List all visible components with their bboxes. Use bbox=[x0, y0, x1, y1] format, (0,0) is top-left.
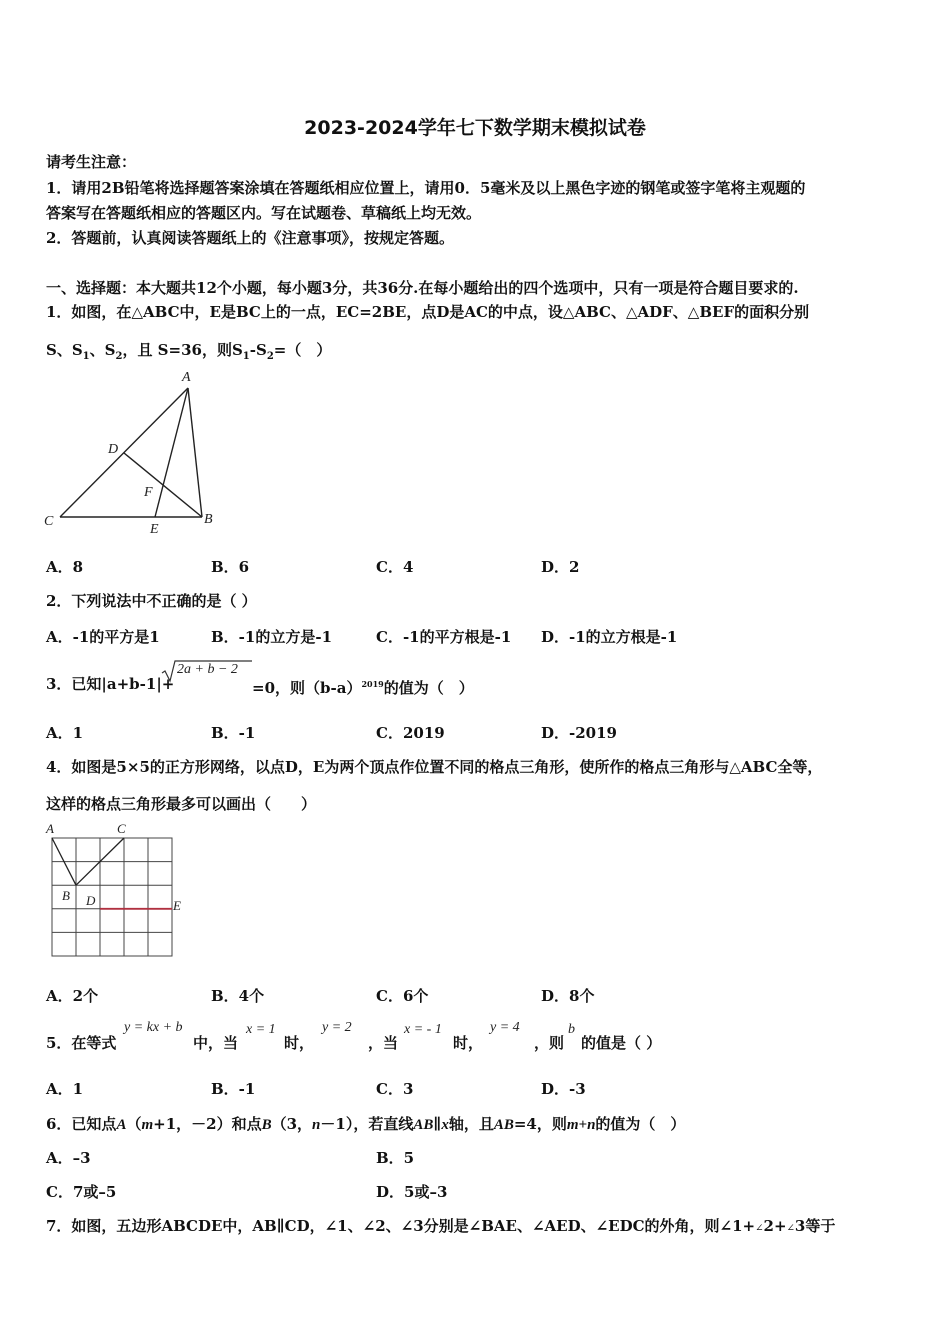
section-1-heading: 一、选择题：本大题共12个小题，每小题3分，共36分.在每小题给出的四个选项中，只有一项是符合题目要求的. bbox=[46, 279, 799, 297]
q5-text-1: 中，当 bbox=[193, 1034, 239, 1052]
label-A: A bbox=[46, 821, 54, 836]
q1-triangle-figure bbox=[40, 365, 230, 540]
q1-stem-line2: S、$S_1$、$S_2$，且 S=36，则$S_1-S_2=$（ ） bbox=[46, 341, 332, 362]
q1-option-b: B．6 bbox=[211, 558, 250, 576]
q2-option-b: B．-1的立方是-1 bbox=[211, 628, 333, 646]
label-D: D bbox=[86, 893, 96, 908]
q6-option-c: C．7或–5 bbox=[46, 1183, 117, 1201]
q2-stem: 2．下列说法中不正确的是（ ） bbox=[46, 592, 257, 610]
q5-text-6: 的值是（ ） bbox=[581, 1034, 662, 1052]
q3-option-c: C．2019 bbox=[376, 724, 445, 742]
q4-option-a: A．2个 bbox=[46, 987, 99, 1005]
label-B: B bbox=[62, 888, 70, 903]
q6-stem: 6．已知点A（m+1，－2）和点B（3，n－1），若直线AB∥x轴，且AB=4，则m+n的值为（ ） bbox=[46, 1115, 686, 1133]
q3-option-d: D．-2019 bbox=[541, 724, 617, 742]
q4-option-d: D．8个 bbox=[541, 987, 595, 1005]
q5-formula-b: b bbox=[568, 1022, 575, 1037]
q5-text-5: ，则 bbox=[534, 1034, 565, 1052]
q5-formula-x-minus-1: x = - 1 bbox=[404, 1022, 442, 1037]
q1-option-c: C．4 bbox=[376, 558, 414, 576]
q4-option-b: B．4个 bbox=[211, 987, 265, 1005]
side-CA bbox=[60, 388, 188, 517]
notice-heading: 请考生注意： bbox=[46, 153, 137, 171]
q4-option-c: C．6个 bbox=[376, 987, 429, 1005]
q3-option-b: B．-1 bbox=[211, 724, 256, 742]
label-D: D bbox=[108, 442, 119, 457]
q4-stem-line1: 4．如图是5×5的正方形网络，以点D，E为两个顶点作位置不同的格点三角形，使所作的格点三角形与△ABC全等， bbox=[46, 758, 823, 776]
q3-radicand: 2a + b − 2 bbox=[177, 662, 238, 677]
label-B: B bbox=[204, 512, 213, 527]
label-F: F bbox=[144, 485, 153, 500]
q5-option-c: C．3 bbox=[376, 1080, 414, 1098]
q1-stem-line1: 1．如图，在△ABC中，E是BC上的一点，EC=2BE，点D是AC的中点，设△ABC、△ADF、△BEF的面积分别 bbox=[46, 303, 810, 321]
q1-option-a: A．8 bbox=[46, 558, 84, 576]
label-C: C bbox=[117, 821, 126, 836]
page-title: 2023-2024学年七下数学期末模拟试卷 bbox=[304, 117, 646, 139]
q3-option-a: A．1 bbox=[46, 724, 84, 742]
notice-line-1b: 答案写在答题纸相应的答题区内。写在试题卷、草稿纸上均无效。 bbox=[46, 204, 482, 222]
q3-stem-prefix: 3．已知|a+b-1|+ bbox=[46, 675, 175, 693]
q3-stem-rest: =0，则$(b-a)^{2019}$的值为（ ） bbox=[252, 679, 474, 697]
q1-option-d: D．2 bbox=[541, 558, 580, 576]
q5-formula-x-1: x = 1 bbox=[246, 1022, 276, 1037]
q5-option-d: D．-3 bbox=[541, 1080, 586, 1098]
q4-grid-figure bbox=[40, 820, 200, 965]
q5-text-4: 时， bbox=[453, 1034, 484, 1052]
q5-formula-y-4: y = 4 bbox=[490, 1020, 520, 1035]
q2-option-a: A．-1的平方是1 bbox=[46, 628, 160, 646]
q5-formula-y-kx-b: y = kx + b bbox=[124, 1020, 183, 1035]
q6-option-d: D．5或–3 bbox=[376, 1183, 448, 1201]
q6-option-b: B．5 bbox=[376, 1149, 415, 1167]
side-AB bbox=[188, 388, 202, 517]
q4-stem-line2: 这样的格点三角形最多可以画出（ ） bbox=[46, 795, 317, 813]
q5-text-2: 时， bbox=[284, 1034, 315, 1052]
q7-stem: 7．如图，五边形ABCDE中，AB∥CD，∠1、∠2、∠3分别是∠BAE、∠AED、∠EDC的外角，则∠1+∠2+∠3等于 bbox=[46, 1217, 836, 1235]
label-A: A bbox=[182, 370, 191, 385]
q5-option-b: B．-1 bbox=[211, 1080, 256, 1098]
q5-formula-y-2: y = 2 bbox=[322, 1020, 352, 1035]
notice-line-1a: 1．请用2B铅笔将选择题答案涂填在答题纸相应位置上，请用0．5毫米及以上黑色字迹的钢笔或签字笔将主观题的 bbox=[46, 179, 806, 197]
notice-line-2: 2．答题前，认真阅读答题纸上的《注意事项》，按规定答题。 bbox=[46, 229, 454, 247]
q5-text-3: ，当 bbox=[368, 1034, 399, 1052]
q5-option-a: A．1 bbox=[46, 1080, 84, 1098]
q2-option-d: D．-1的立方根是-1 bbox=[541, 628, 678, 646]
q2-option-c: C．-1的平方根是-1 bbox=[376, 628, 512, 646]
q6-option-a: A．–3 bbox=[46, 1149, 91, 1167]
segment-AE bbox=[155, 388, 188, 517]
label-E: E bbox=[173, 898, 181, 913]
label-E: E bbox=[150, 522, 159, 537]
label-C: C bbox=[44, 514, 54, 529]
q5-stem-prefix: 5．在等式 bbox=[46, 1034, 117, 1052]
